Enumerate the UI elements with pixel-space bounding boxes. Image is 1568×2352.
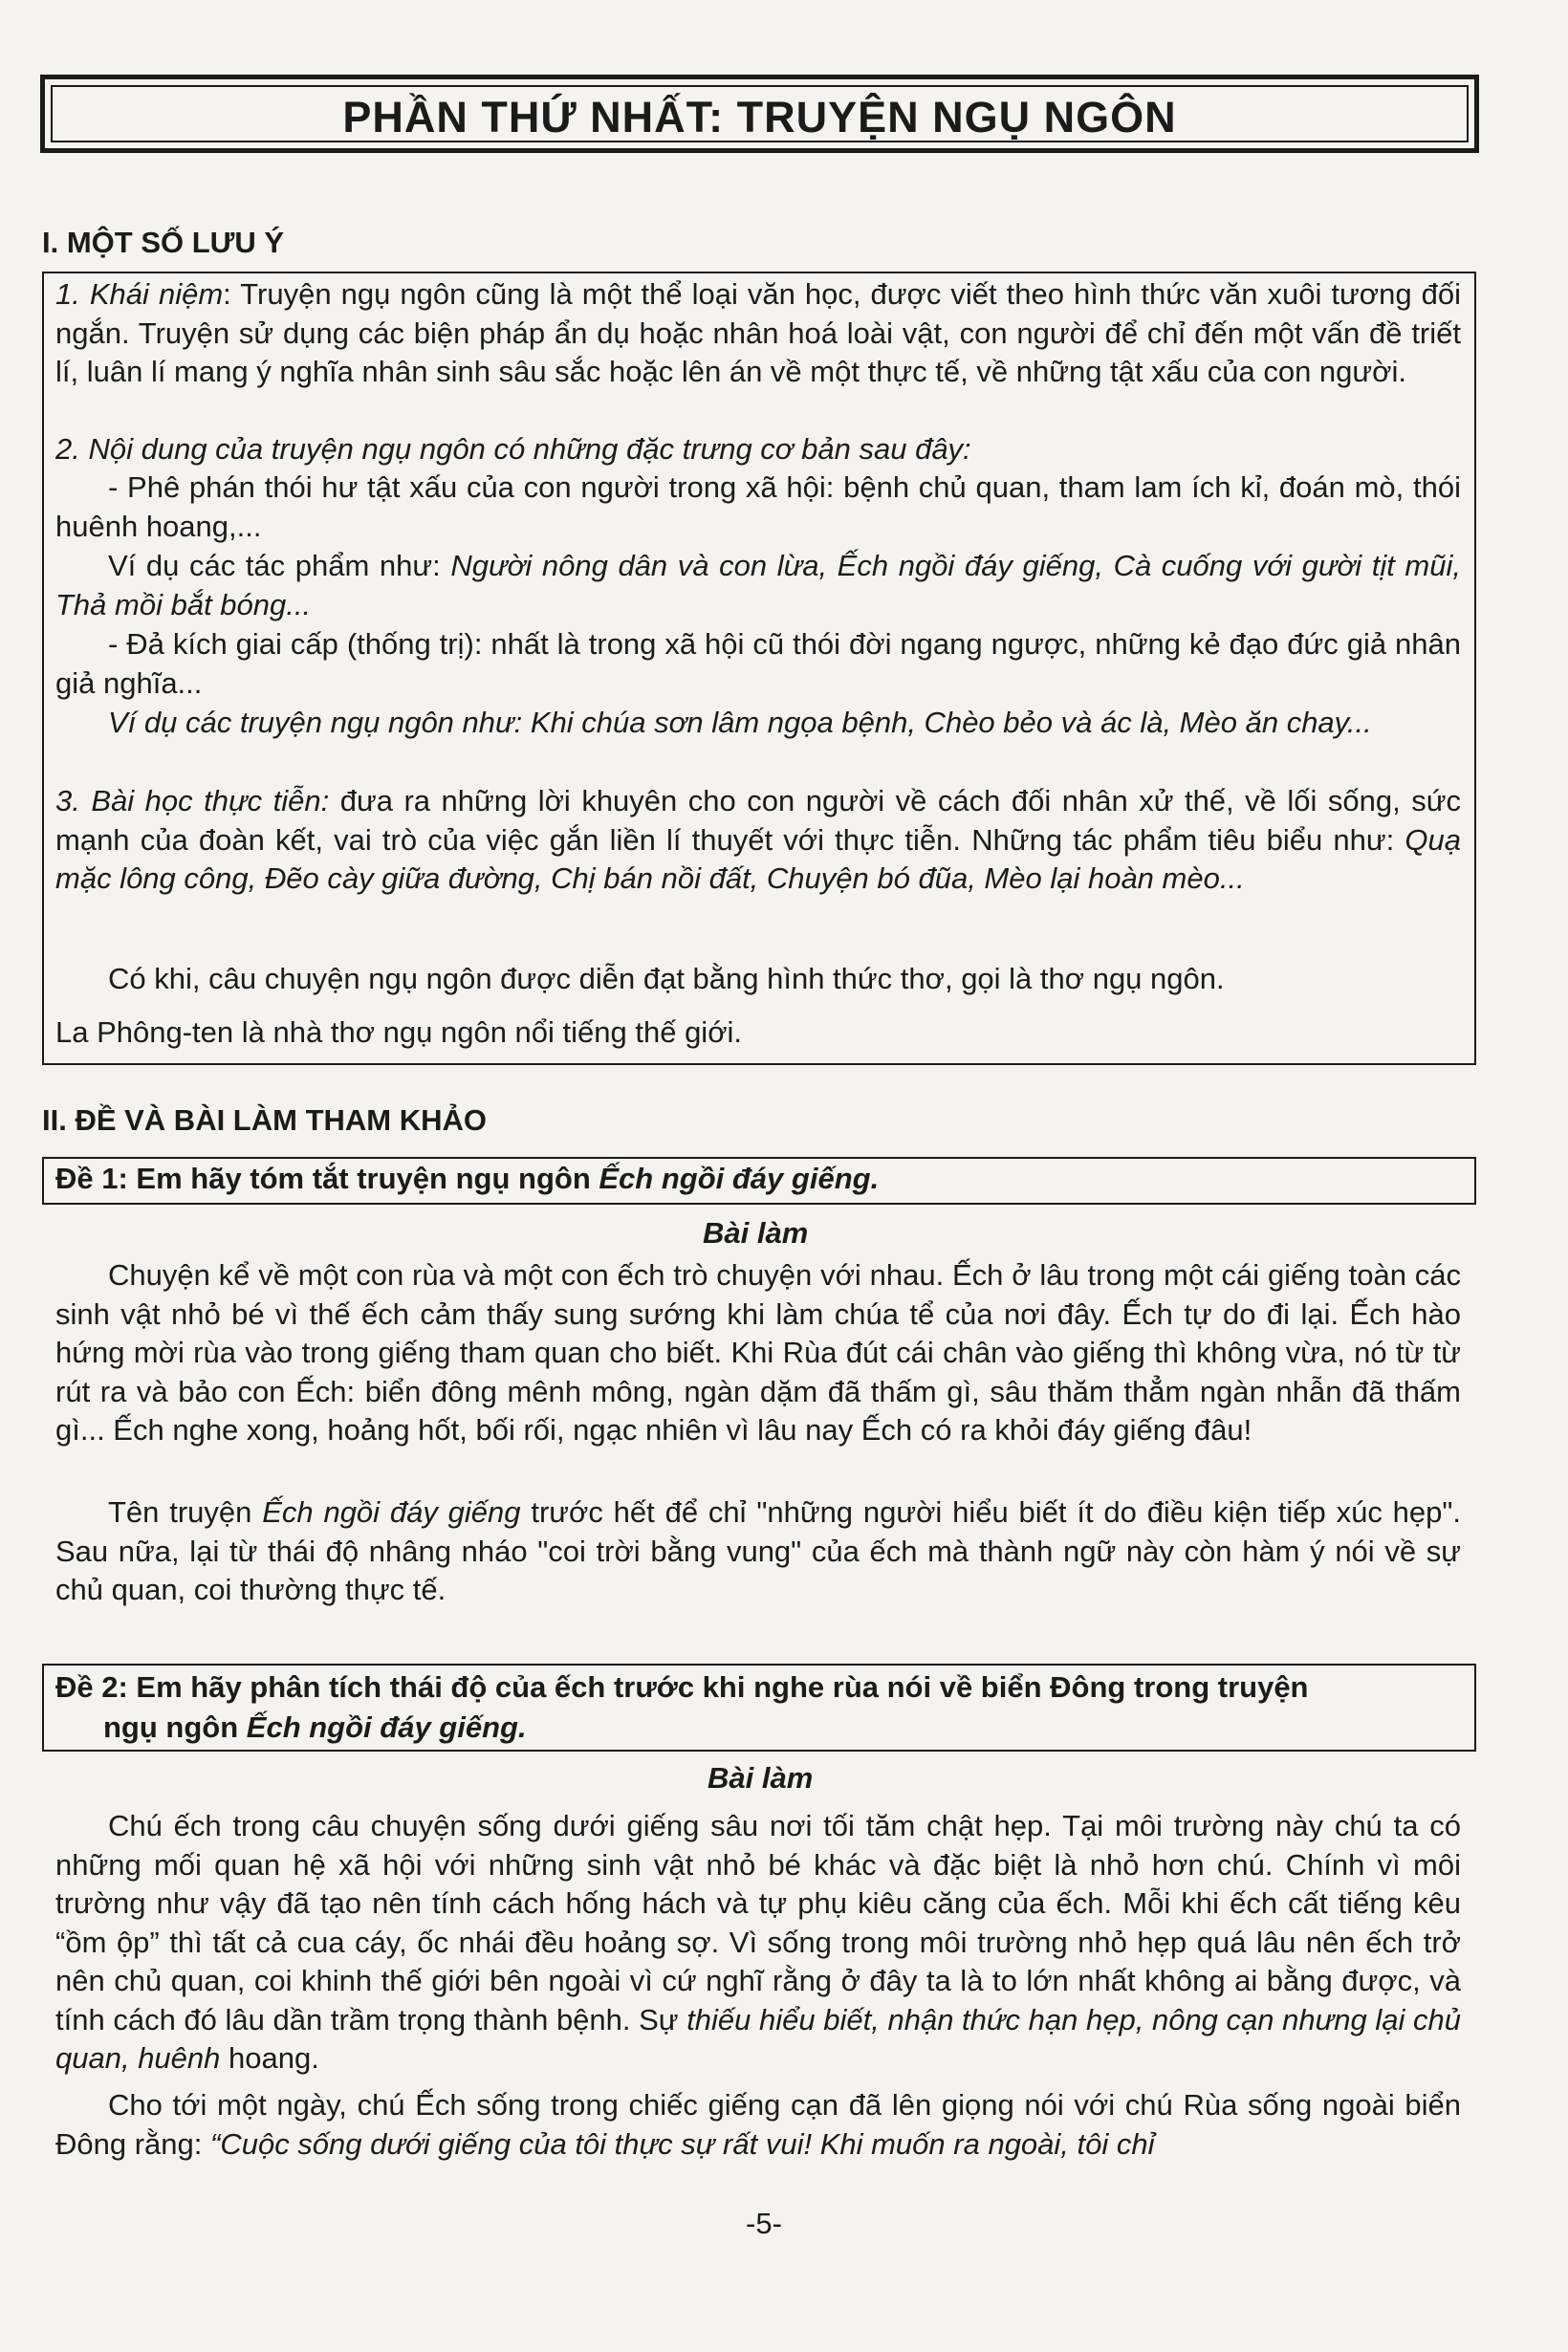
prompt-2-line-1: Đề 2: Em hãy phân tích thái độ của ếch trước khi nghe rùa nói về biển Đông trong truyện [55, 1670, 1309, 1704]
answer-1-paragraph-2: Tên truyện Ếch ngồi đáy giếng trước hết để chỉ "những người hiểu biết ít do điều kiện tiếp xúc hẹp". Sau nữa, lại từ thái độ nhâng nháo "coi trời bằng vung" của ếch mà thành ngữ này còn hàm ý nói về sự chủ quan, coi thường thực tế. [55, 1495, 1461, 1606]
lesson-paragraph: 3. Bài học thực tiễn: đưa ra những lời khuyên cho con người về cách đối nhân xử thế, về lối sống, sức mạnh của đoàn kết, vai trò của việc gắn liền lí thuyết với thực tiễn. Những tác phẩm tiêu biểu như: Quạ mặc lông công, Đẽo cày giữa đường, Chị bán nồi đất, Chuyện bó đũa, Mèo lại hoàn mèo... [55, 784, 1461, 895]
answer-2-paragraph-1: Chú ếch trong câu chuyện sống dưới giếng sâu nơi tối tăm chật hẹp. Tại môi trường này chú ta có những mối quan hệ xã hội với những sinh vật nhỏ bé khác và đặc biệt là nhỏ hơn chú. Chính vì môi trường như vậy đã tạo nên tính cách hống hách và tự phụ kiêu căng của ếch. Mỗi khi ếch cất tiếng kêu “ồm ộp” thì tất cả cua cáy, ốc nhái đều hoảng sợ. Vì sống trong môi trường nhỏ hẹp quá lâu nên ếch trở nên chủ quan, coi khinh thế giới bên ngoài vì cứ nghĩ rằng ở đây ta là to lớn nhất không ai bằng được, và tính cách đó lâu dần trầm trọng thành bệnh. Sự thiếu hiểu biết, nhận thức hạn hẹp, nông cạn nhưng lại chủ quan, huênh hoang. [55, 1809, 1461, 2075]
section-heading-1: I. MỘT SỐ LƯU Ý [42, 226, 285, 259]
prompt-1: Đề 1: Em hãy tóm tắt truyện ngụ ngôn Ếch ngồi đáy giếng. [55, 1162, 880, 1195]
concept-label: 1. Khái niệm [55, 277, 224, 311]
answer-2-paragraph-2: Cho tới một ngày, chú Ếch sống trong chiếc giếng cạn đã lên giọng nói với chú Rùa sống ngoài biển Đông rằng: “Cuộc sống dưới giếng của tôi thực sự rất vui! Khi muốn ra ngoài, tôi chỉ [55, 2088, 1461, 2161]
prompt-2-line-2: ngụ ngôn Ếch ngồi đáy giếng. [103, 1710, 527, 1744]
poetry-note: Có khi, câu chuyện ngụ ngôn được diễn đạt bằng hình thức thơ, gọi là thơ ngụ ngôn. [108, 962, 1225, 995]
satire-paragraph: - Đả kích giai cấp (thống trị): nhất là trong xã hội cũ thói đời ngang ngược, những kẻ đạo đức giả nhân giả nghĩa... [55, 627, 1461, 700]
content-heading-paragraph: 2. Nội dung của truyện ngụ ngôn có những đặc trưng cơ bản sau đây: [55, 432, 971, 466]
page-number: -5- [746, 2207, 782, 2240]
example-paragraph-1: Ví dụ các tác phẩm như: Người nông dân và con lừa, Ếch ngồi đáy giếng, Cà cuống với gười tịt mũi, Thả mồi bắt bóng... [55, 549, 1461, 621]
title-banner [40, 75, 1479, 153]
example-paragraph-2: Ví dụ các truyện ngụ ngôn như: Khi chúa sơn lâm ngọa bệnh, Chèo bẻo và ác là, Mèo ăn chay... [108, 706, 1372, 739]
answer-1-paragraph-1: Chuyện kể về một con rùa và một con ếch trò chuyện với nhau. Ếch ở lâu trong một cái giếng toàn các sinh vật nhỏ bé vì thế ếch cảm thấy sung sướng khi làm chúa tể của nơi đây. Ếch tự do đi lại. Ếch hào hứng mời rùa vào trong giếng tham quan cho biết. Khi Rùa đút cái chân vào giếng thì không vừa, nó từ từ rút ra và bảo con Ếch: biển đông mênh mông, ngàn dặm đã thấm gì, sâu thăm thẳm ngàn nhẫn đã thấm gì... Ếch nghe xong, hoảng hốt, bối rối, ngạc nhiên vì lâu nay Ếch có ra khỏi đáy giếng đâu! [55, 1258, 1461, 1447]
concept-paragraph [55, 275, 1461, 392]
concept-text: : Truyện ngụ ngôn cũng là một thể loại văn học, được viết theo hình thức văn xuôi tương đối ngắn. Truyện sử dụng các biện pháp ẩn dụ hoặc nhân hoá loài vật, con người để chỉ đến một vấn đề triết lí, luân lí mang ý nghĩa nhân sinh sâu sắc hoặc lên án về một thực tế, về những tật xấu của con người. [55, 277, 1461, 388]
page-title: PHẦN THỨ NHẤT: TRUYỆN NGỤ NGÔN [342, 93, 1177, 142]
answer-label-1: Bài làm [703, 1216, 809, 1250]
answer-label-2: Bài làm [708, 1761, 814, 1795]
section-heading-2: II. ĐỀ VÀ BÀI LÀM THAM KHẢO [42, 1103, 487, 1137]
lafontaine-note: La Phông-ten là nhà thơ ngụ ngôn nổi tiếng thế giới. [55, 1015, 743, 1049]
critique-paragraph: - Phê phán thói hư tật xấu của con người trong xã hội: bệnh chủ quan, tham lam ích kỉ, đoán mò, thói huênh hoang,... [55, 470, 1461, 543]
